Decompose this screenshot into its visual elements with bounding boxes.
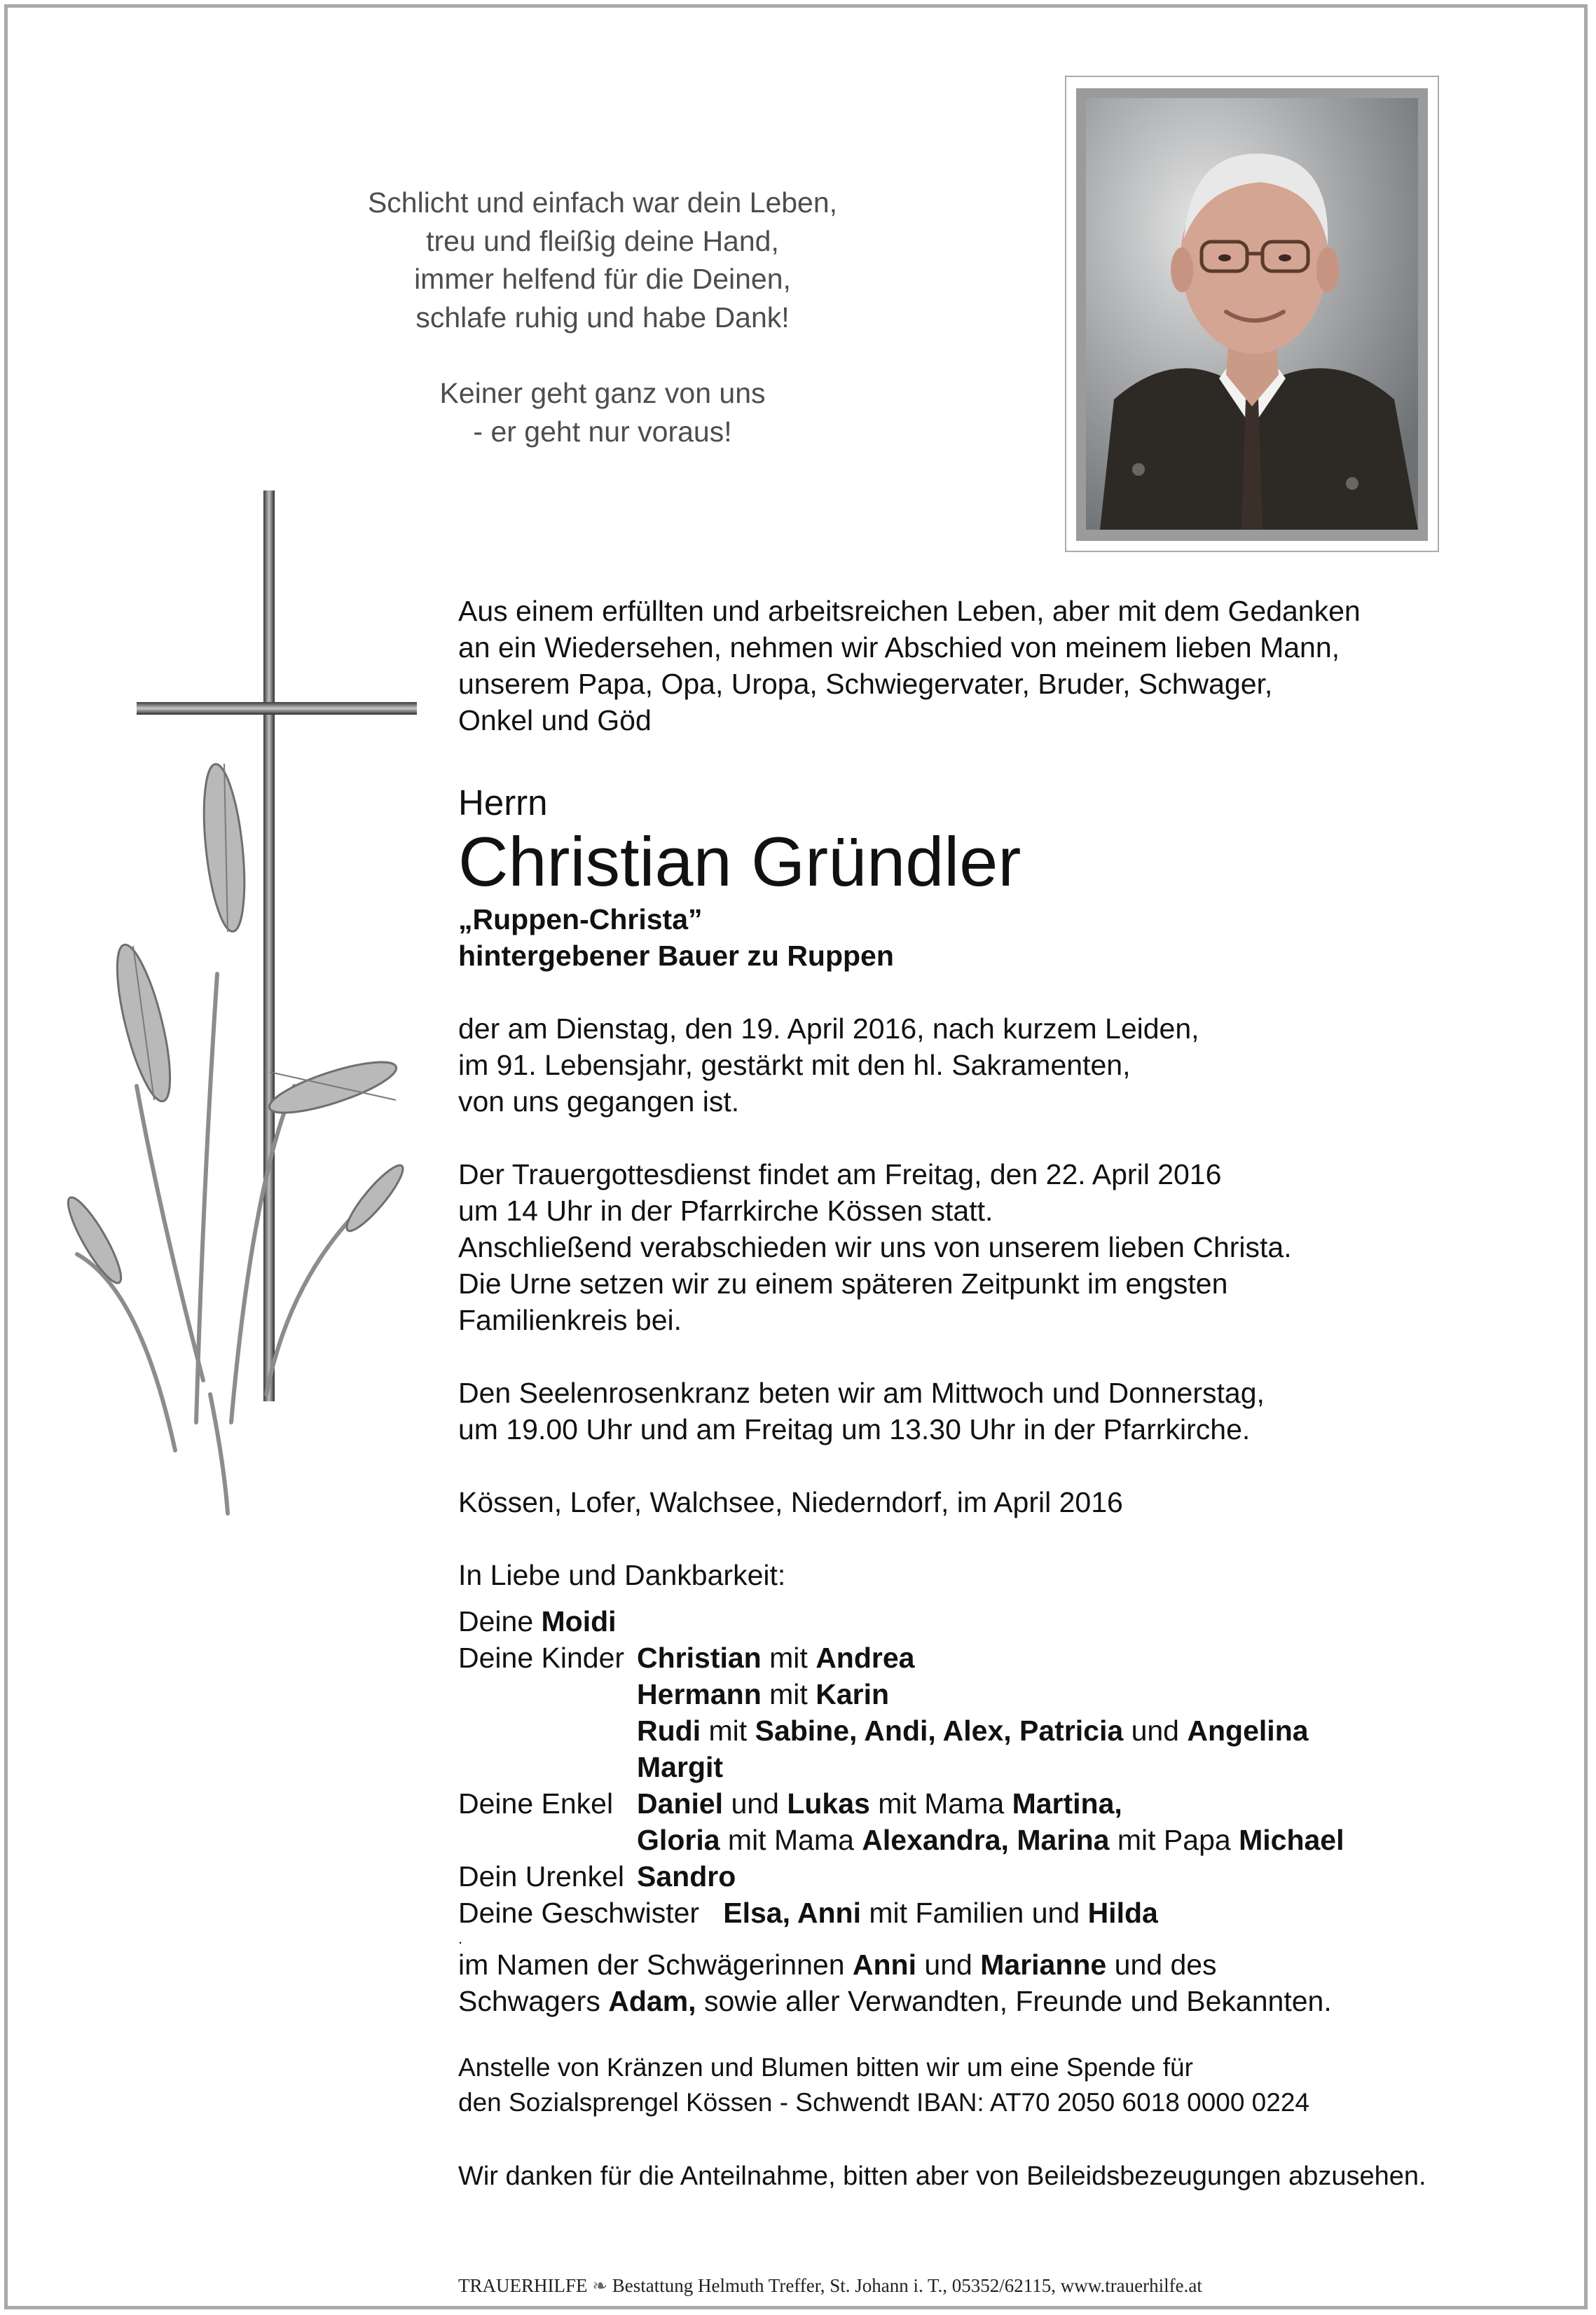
donation-line: Anstelle von Kränzen und Blumen bitten wir um eine Spende für	[458, 2053, 1193, 2082]
salutation: Herrn	[458, 783, 548, 823]
thanks-line: Wir danken für die Anteilnahme, bitten aber von Beileidsbezeugungen abzusehen.	[458, 2162, 1426, 2191]
mourner-row	[458, 1603, 1344, 1640]
mourners-table	[458, 1603, 1344, 1931]
mourner-row: Dein Urenkel Sandro	[458, 1858, 1344, 1895]
intro-line: unserem Papa, Opa, Uropa, Schwiegervater, Bruder, Schwager,	[458, 668, 1273, 700]
mourner-row: Rudi mit Sabine, Andi, Alex, Patricia und Angelina	[637, 1715, 1309, 1747]
mourner-label: Deine Enkel	[458, 1787, 614, 1820]
mourner-label: Dein Urenkel	[458, 1860, 624, 1892]
mourner-row: Deine Kinder Christian mit Andrea	[458, 1640, 1344, 1676]
service-line: Der Trauergottesdienst findet am Freitag, den 22. April 2016	[458, 1158, 1222, 1190]
portrait-photo	[1086, 98, 1418, 530]
cross-with-wheat-icon	[56, 483, 476, 1591]
portrait-frame	[1065, 76, 1439, 552]
place-date: Kössen, Lofer, Walchsee, Niederndorf, im April 2016	[458, 1486, 1123, 1518]
mourner-row: Margit	[637, 1751, 724, 1783]
service-line: Anschließend verabschieden wir uns von unserem lieben Christa.	[458, 1231, 1292, 1263]
poem-line: schlafe ruhig und habe Dank!	[415, 301, 790, 334]
nickname: „Ruppen-Christa”	[458, 903, 703, 935]
intro-line: Onkel und Göd	[458, 704, 652, 736]
mourner-label: Deine	[458, 1605, 534, 1637]
obituary-body	[458, 593, 1551, 2194]
rosary-line: um 19.00 Uhr und am Freitag um 13.30 Uhr in der Pfarrkirche.	[458, 1413, 1251, 1445]
service-line: Familienkreis bei.	[458, 1304, 682, 1336]
death-line: von uns gegangen ist.	[458, 1085, 740, 1118]
donation-line: den Sozialsprengel Kössen - Schwendt IBAN: AT70 2050 6018 0000 0224	[458, 2088, 1309, 2117]
mourner-label: Deine Kinder	[458, 1642, 625, 1674]
service-line: Die Urne setzen wir zu einem späteren Zeitpunkt im engsten	[458, 1268, 1228, 1300]
deceased-name: Christian Gründler	[458, 823, 1021, 900]
death-line: der am Dienstag, den 19. April 2016, nach kurzem Leiden,	[458, 1012, 1199, 1045]
rosary-line: Den Seelenrosenkranz beten wir am Mittwoch und Donnerstag,	[458, 1377, 1265, 1409]
funeral-home-footer	[458, 2275, 1202, 2297]
footer-text: Bestattung Helmuth Treffer, St. Johann i. T., 05352/62115, www.trauerhilfe.at	[612, 2275, 1202, 2296]
intro-line: an ein Wiedersehen, nehmen wir Abschied von meinem lieben Mann,	[458, 631, 1340, 664]
inlaws-line: Schwagers Adam, sowie aller Verwandten, Freunde und Bekannten.	[458, 1985, 1332, 2017]
inlaws-line: im Namen der Schwägerinnen Anni und Marianne und des	[458, 1949, 1217, 1981]
poem-line: treu und fleißig deine Hand,	[426, 224, 779, 257]
dedication: In Liebe und Dankbarkeit:	[458, 1559, 786, 1591]
poem-line: - er geht nur voraus!	[473, 415, 732, 448]
service-line: um 14 Uhr in der Pfarrkirche Kössen statt.	[458, 1195, 993, 1227]
poem-line: Keiner geht ganz von uns	[439, 377, 766, 409]
occupation: hintergebener Bauer zu Ruppen	[458, 940, 894, 972]
poem	[252, 184, 953, 451]
mourner-row: Deine Enkel Daniel und Lukas mit Mama Martina,	[458, 1785, 1344, 1822]
mourner-label: Deine Geschwister	[458, 1897, 700, 1929]
mourner-name: Moidi	[541, 1605, 617, 1637]
footer-brand: TRAUERHILFE	[458, 2275, 588, 2296]
mourner-row: Hermann mit Karin	[637, 1678, 890, 1710]
separator-dot: .	[458, 1930, 463, 1947]
death-line: im 91. Lebensjahr, gestärkt mit den hl. Sakramenten,	[458, 1049, 1131, 1081]
mourner-row: Deine Geschwister Elsa, Anni mit Familien und Hilda	[458, 1897, 1158, 1929]
poem-line: immer helfend für die Deinen,	[414, 263, 791, 295]
poem-line: Schlicht und einfach war dein Leben,	[367, 186, 838, 219]
mourner-row: Gloria mit Mama Alexandra, Marina mit Papa Michael	[637, 1824, 1344, 1856]
feather-icon: ❧	[592, 2276, 608, 2296]
intro-line: Aus einem erfüllten und arbeitsreichen Leben, aber mit dem Gedanken	[458, 595, 1361, 627]
